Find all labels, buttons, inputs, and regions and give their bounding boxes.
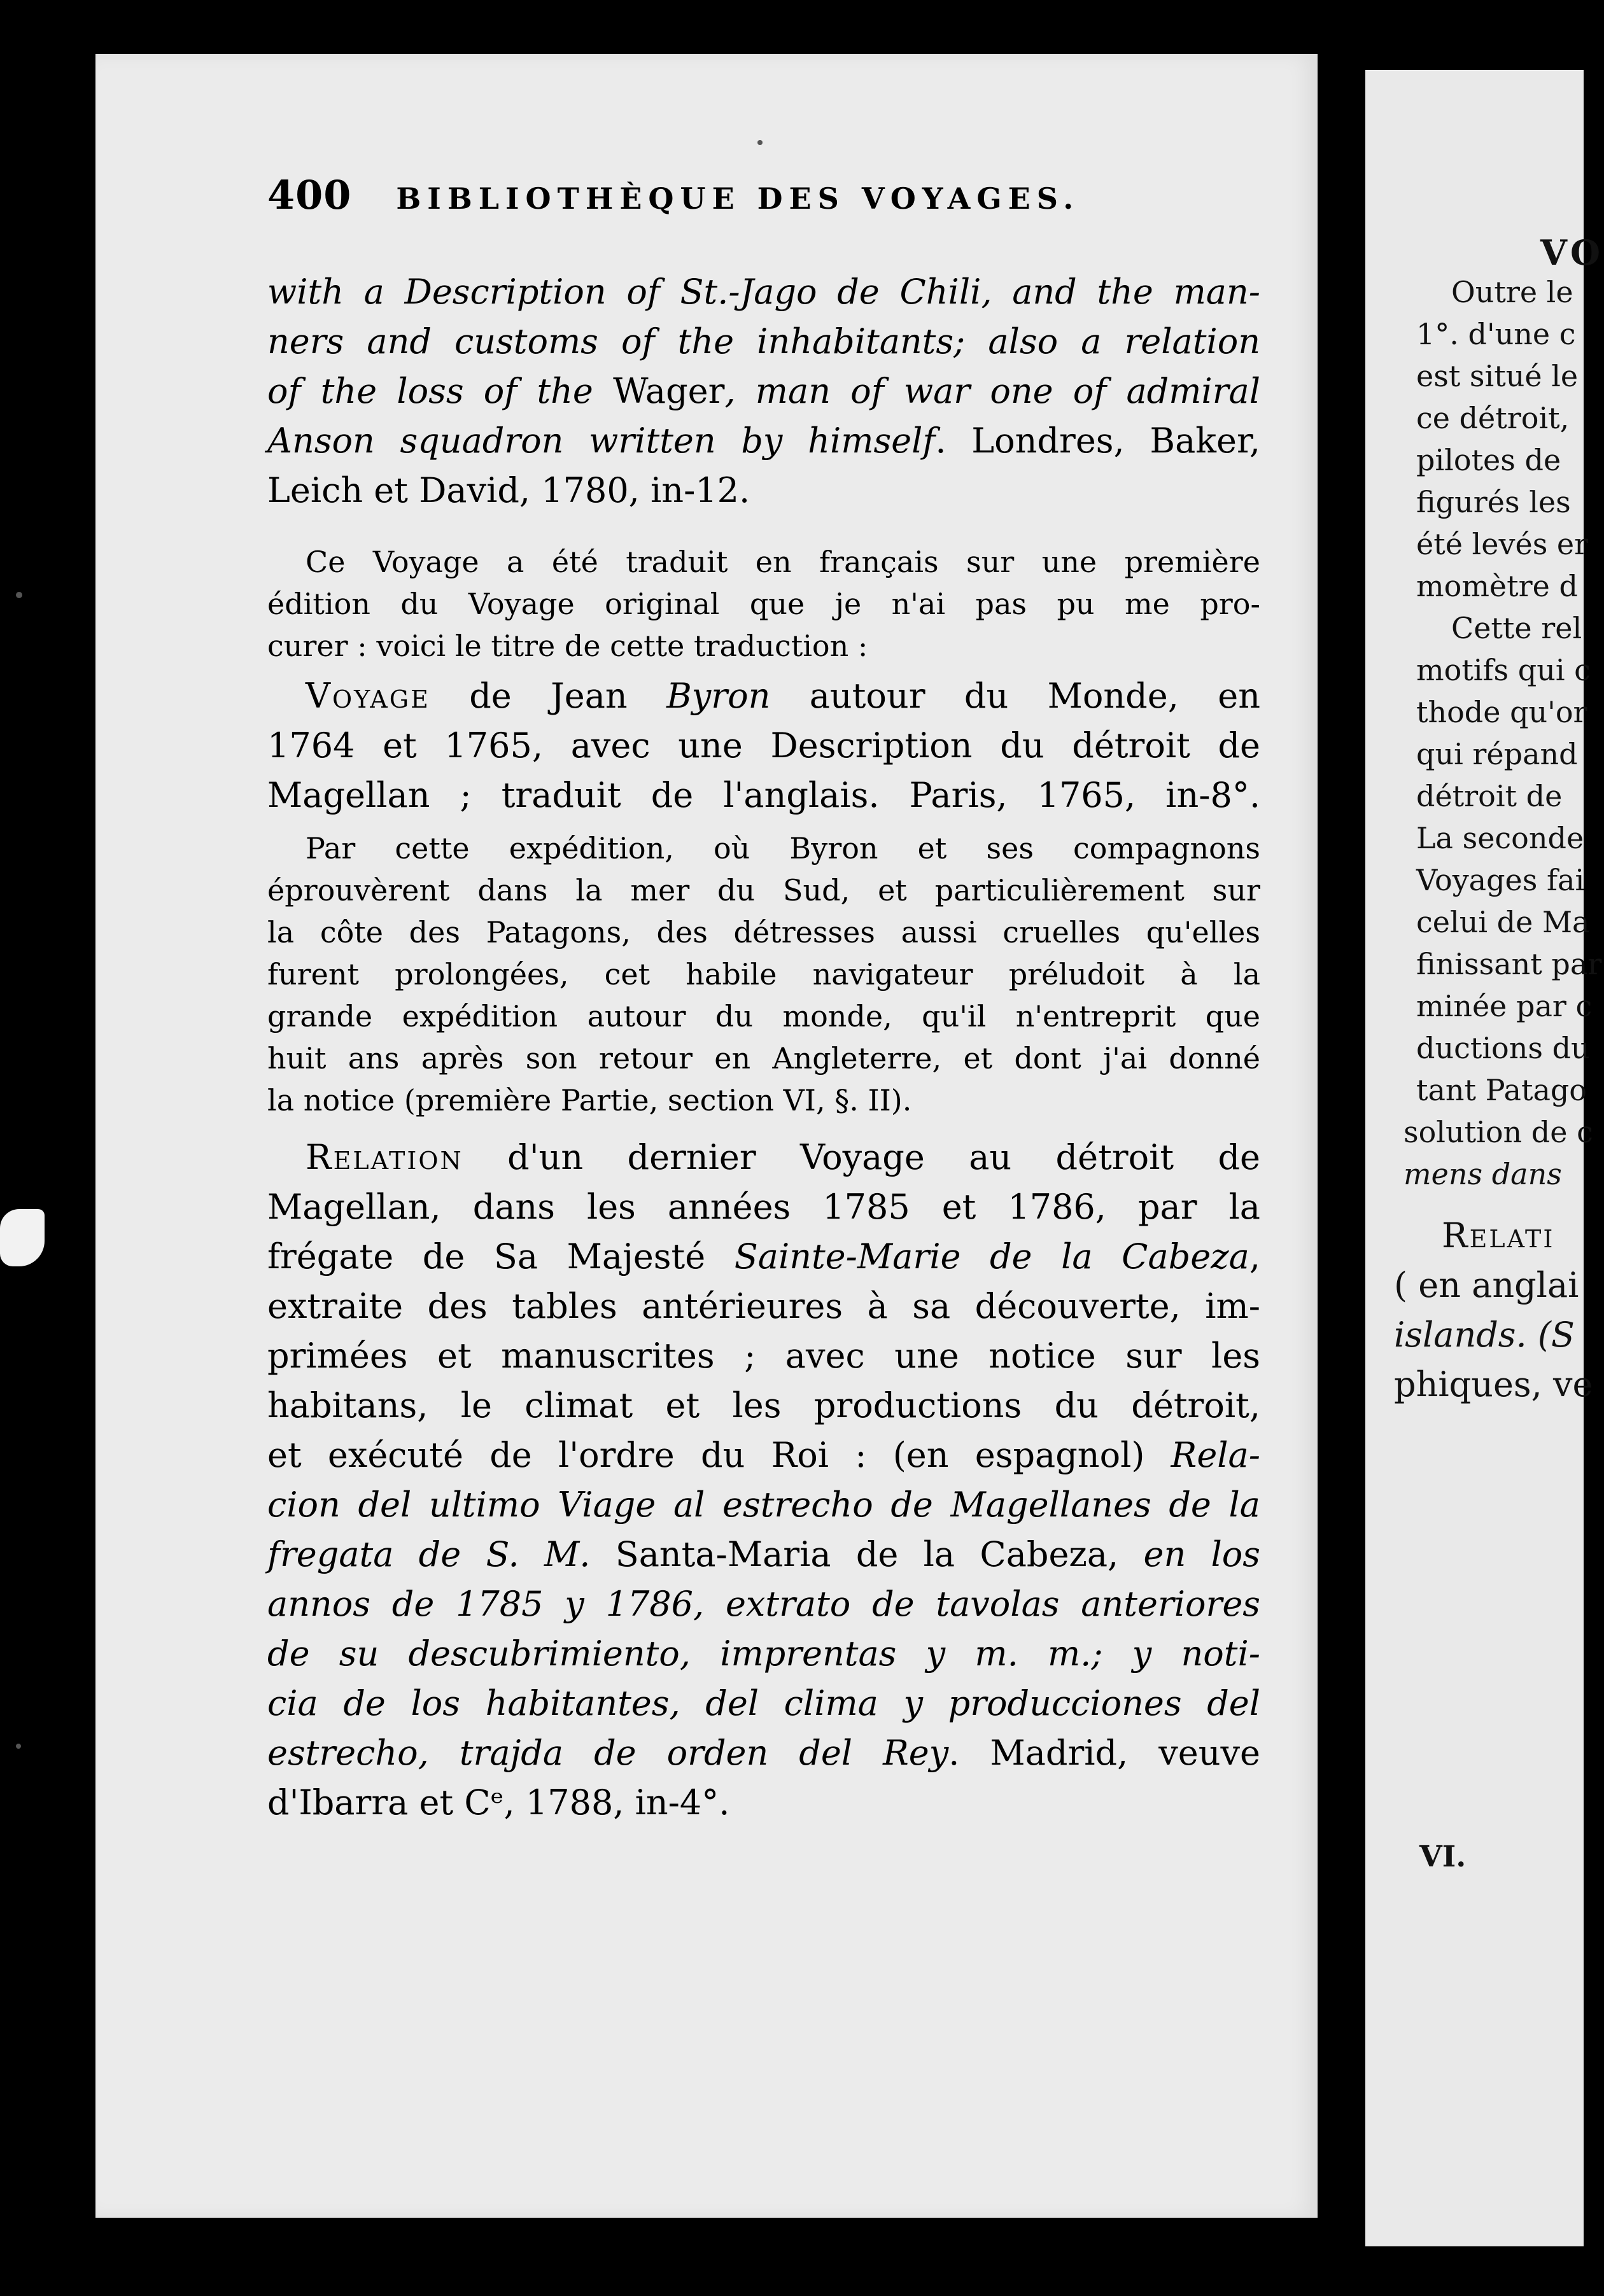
note-2-line-2: éprouvèrent dans la mer du Sud, et particulièrement sur bbox=[267, 873, 1260, 907]
right-line-15: Voyages fai bbox=[1416, 863, 1585, 897]
entry-1-line-4: Anson squadron written by himself. Londres, Baker, bbox=[267, 421, 1260, 461]
right-line-2: 1°. d'une c bbox=[1416, 317, 1576, 351]
entry-3-line-13: estrecho, trajda de orden del Rey. Madrid, veuve bbox=[267, 1733, 1260, 1773]
right-page-header: VO bbox=[1540, 232, 1604, 273]
right-line-18: minée par c bbox=[1416, 989, 1593, 1023]
right-line-8: momètre d bbox=[1416, 569, 1578, 603]
right-line-23: Relati bbox=[1442, 1215, 1555, 1256]
note-1-line-3: curer : voici le titre de cette traduction : bbox=[267, 629, 868, 663]
entry-2 bbox=[267, 671, 1260, 820]
note-2 bbox=[267, 827, 1260, 1121]
right-signature-mark: VI. bbox=[1419, 1839, 1467, 1873]
right-line-17: finissant par bbox=[1416, 947, 1602, 981]
right-line-7: été levés er bbox=[1416, 527, 1589, 561]
right-line-4: ce détroit, bbox=[1416, 401, 1570, 435]
scan-speck bbox=[757, 140, 763, 145]
right-line-3: est situé le bbox=[1416, 359, 1579, 393]
right-line-10: motifs qui c bbox=[1416, 653, 1591, 687]
entry-1 bbox=[267, 267, 1260, 515]
note-2-line-7: la notice (première Partie, section VI, §. II). bbox=[267, 1083, 912, 1117]
entry-3-line-5: primées et manuscrites ; avec une notice sur les bbox=[267, 1336, 1260, 1376]
right-line-12: qui répand bbox=[1416, 737, 1578, 771]
entry-3-line-6: habitans, le climat et les productions du détroit, bbox=[267, 1385, 1260, 1425]
note-2-line-3: la côte des Patagons, des détresses aussi cruelles qu'elles bbox=[267, 915, 1260, 949]
page-number: 400 bbox=[267, 172, 352, 218]
entry-3-line-9: fregata de S. M. Santa-Maria de la Cabeza, en los bbox=[267, 1534, 1260, 1574]
entry-3-line-11: de su descubrimiento, imprentas y m. m.; y noti- bbox=[267, 1634, 1260, 1674]
entry-2-line-1: Voyage de Jean Byron autour du Monde, en bbox=[306, 676, 1260, 716]
entry-3-line-8: cion del ultimo Viage al estrecho de Magellanes de la bbox=[267, 1485, 1260, 1525]
scan-speck bbox=[16, 1744, 21, 1749]
entry-3-line-4: extraite des tables antérieures à sa découverte, im- bbox=[267, 1286, 1260, 1326]
right-line-13: détroit de bbox=[1416, 779, 1563, 813]
entry-2-line-3: Magellan ; traduit de l'anglais. Paris, 1765, in-8°. bbox=[267, 775, 1260, 815]
entry-3-line-2: Magellan, dans les années 1785 et 1786, par la bbox=[267, 1187, 1260, 1227]
right-line-22: mens dans bbox=[1404, 1157, 1562, 1191]
entry-3-line-3: frégate de Sa Majesté Sainte-Marie de la Cabeza, bbox=[267, 1236, 1260, 1277]
entry-3-line-1: Relation d'un dernier Voyage au détroit de bbox=[306, 1137, 1260, 1177]
book-gutter bbox=[1318, 0, 1365, 2296]
entry-1-line-1: with a Description of St.-Jago de Chili, and the man- bbox=[267, 272, 1260, 312]
entry-3 bbox=[267, 1133, 1260, 1828]
right-line-24: ( en anglai bbox=[1394, 1265, 1579, 1305]
entry-3-line-12: cia de los habitantes, del clima y producciones del bbox=[267, 1683, 1260, 1723]
right-line-19: ductions du bbox=[1416, 1031, 1590, 1065]
note-2-line-4: furent prolongées, cet habile navigateur préludoit à la bbox=[267, 957, 1260, 991]
note-2-line-1: Par cette expédition, où Byron et ses compagnons bbox=[306, 831, 1260, 865]
note-1 bbox=[267, 541, 1260, 667]
edge-mark bbox=[0, 1209, 45, 1266]
entry-1-line-5: Leich et David, 1780, in-12. bbox=[267, 470, 750, 510]
right-line-9: Cette rel bbox=[1451, 611, 1582, 645]
right-line-26: phiques, ve bbox=[1394, 1364, 1593, 1404]
entry-3-line-10: annos de 1785 y 1786, extrato de tavolas anteriores bbox=[267, 1584, 1260, 1624]
right-line-11: thode qu'or bbox=[1416, 695, 1587, 729]
note-1-line-2: édition du Voyage original que je n'ai pas pu me pro- bbox=[267, 587, 1260, 621]
entry-2-line-2: 1764 et 1765, avec une Description du détroit de bbox=[267, 725, 1260, 766]
note-1-line-1: Ce Voyage a été traduit en français sur une première bbox=[306, 545, 1260, 579]
right-line-16: celui de Ma bbox=[1416, 905, 1590, 939]
header-title: BIBLIOTHÈQUE DES VOYAGES. bbox=[396, 181, 1080, 216]
note-2-line-5: grande expédition autour du monde, qu'il n'entreprit que bbox=[267, 999, 1260, 1033]
right-line-14: La seconde bbox=[1416, 821, 1584, 855]
right-line-6: figurés les bbox=[1416, 485, 1571, 519]
entry-1-line-3: of the loss of the Wager, man of war one of admiral bbox=[267, 371, 1260, 411]
note-2-line-6: huit ans après son retour en Angleterre, et dont j'ai donné bbox=[267, 1041, 1260, 1075]
running-head bbox=[267, 172, 1158, 223]
entry-1-line-2: ners and customs of the inhabitants; also a relation bbox=[267, 321, 1260, 361]
right-line-20: tant Patago bbox=[1416, 1073, 1587, 1107]
right-line-1: Outre le bbox=[1451, 275, 1573, 309]
right-line-5: pilotes de bbox=[1416, 443, 1561, 477]
right-line-21: solution de c bbox=[1404, 1115, 1593, 1149]
entry-3-line-7: et exécuté de l'ordre du Roi : (en espagnol) Rela- bbox=[267, 1435, 1260, 1475]
right-line-25: islands. (S bbox=[1394, 1315, 1575, 1355]
scan-speck bbox=[16, 592, 22, 598]
entry-3-line-14: d'Ibarra et Cᵉ, 1788, in-4°. bbox=[267, 1782, 730, 1823]
